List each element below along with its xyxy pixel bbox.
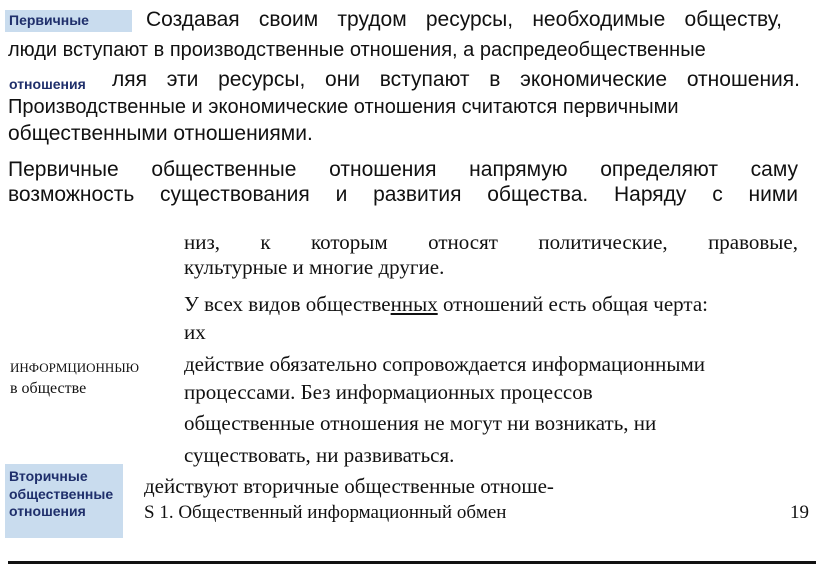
margin-tag-secondary-line: Вторичные: [9, 468, 88, 484]
paragraph-4-line-1: [184, 292, 708, 317]
paragraph-4-line-6: существовать, ни развиваться.: [184, 443, 455, 467]
paragraph-4-underlined: нных: [390, 292, 438, 316]
paragraph-4-line-5: общественные отношения не могут ни возникать, ни: [184, 411, 657, 435]
paragraph-4-line-4: процессами. Без информационных процессов: [184, 380, 593, 404]
paragraph-4-line-1-start: У всех видов обществе: [184, 292, 391, 316]
paragraph-3-line-1: низ, к которым относят политические, правовые,: [184, 230, 798, 254]
footer-section-title: S 1. Общественный информационный обмен: [144, 502, 507, 523]
margin-tag-relations: отношения: [5, 76, 95, 96]
margin-tag-secondary-line: общественные: [9, 485, 114, 502]
margin-tag-secondary-line: отношения: [9, 503, 86, 519]
paragraph-4-line-2: их: [184, 320, 206, 344]
paragraph-4-line-1-end: отношений есть общая черта:: [437, 292, 708, 316]
page-number: 19: [790, 502, 809, 523]
side-note-line-1: ИНФОРМЦИОННЫЮ: [10, 360, 140, 375]
paragraph-1-line-4: Производственные и экономические отношения считаются первичными: [8, 96, 679, 118]
paragraph-5-line-1: действуют вторичные общественные отноше-: [144, 474, 554, 498]
paragraph-2-line-2: возможность существования и развития общества. Наряду с ними: [8, 183, 798, 206]
paragraph-2-line-1: Первичные общественные отношения напрямую определяют саму: [8, 158, 798, 181]
paragraph-1-line-2: люди вступают в производственные отношения, а распредеобщественные: [8, 39, 706, 61]
paragraph-1-line-5: общественными отношениями.: [8, 122, 313, 145]
footer-rule: [8, 561, 816, 564]
paragraph-1-line-3: ляя эти ресурсы, они вступают в экономические отношения.: [112, 68, 800, 91]
paragraph-4-line-3: действие обязательно сопровождается информационными: [184, 352, 706, 376]
margin-tag-secondary: [5, 464, 123, 538]
side-note-line-2: в обществе: [10, 380, 87, 397]
paragraph-3-line-2: культурные и многие другие.: [184, 255, 445, 279]
margin-tag-primary: Первичные: [5, 10, 132, 32]
paragraph-1-line-1: Создавая своим трудом ресурсы, необходимые обществу,: [146, 8, 782, 31]
